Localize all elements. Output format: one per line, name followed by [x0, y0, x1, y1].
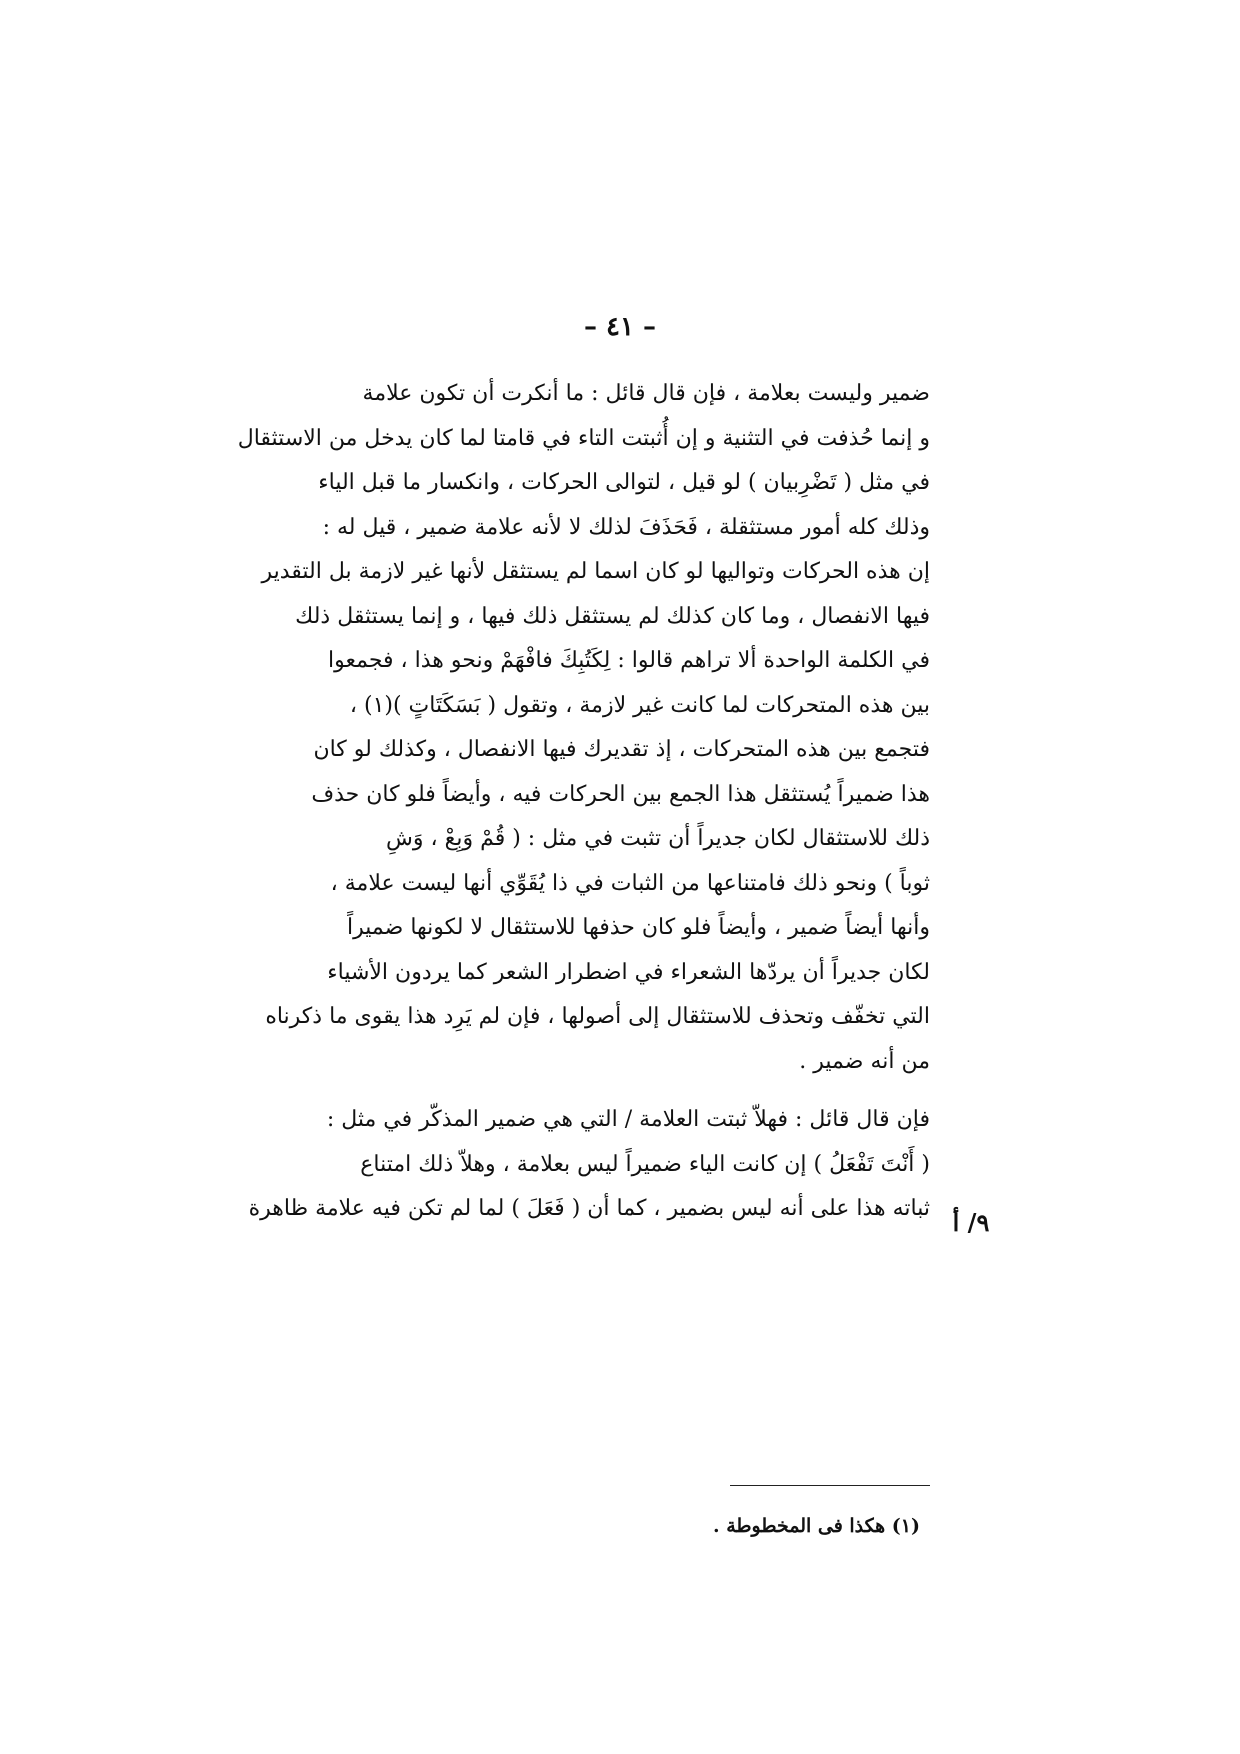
- footnote: (١) هكذا فى المخطوطة .: [713, 1515, 920, 1537]
- text-line: ضمير وليست بعلامة ، فإن قال قائل : ما أنكرت أن تكون علامة: [362, 381, 930, 406]
- text-line: فإن قال قائل : فهلاّ ثبتت العلامة / التي هي ضمير المذكّر في مثل :: [326, 1107, 930, 1132]
- text-line: وأنها أيضاً ضمير ، وأيضاً فلو كان حذفها للاستثقال لا لكونها ضميراً: [347, 915, 930, 940]
- text-line: هذا ضميراً يُستثقل هذا الجمع بين الحركات فيه ، وأيضاً فلو كان حذف: [311, 781, 930, 807]
- text-line: ثوباً ) ونحو ذلك فامتناعها من الثبات في ذا يُقَوِّي أنها ليست علامة ،: [330, 870, 930, 896]
- text-line: فتجمع بين هذه المتحركات ، إذ تقديرك فيها الانفصال ، وكذلك لو كان: [313, 737, 930, 762]
- text-line: من أنه ضمير .: [799, 1048, 930, 1074]
- paragraph-gap: [330, 1084, 930, 1098]
- text-line: فيها الانفصال ، وما كان كذلك لم يستثقل ذلك فيها ، و إنما يستثقل ذلك: [295, 603, 930, 629]
- main-text: [237, 372, 930, 1232]
- text-line: في الكلمة الواحدة ألا تراهم قالوا : لِكَتُبِكَ فافْهَمْ ونحو هذا ، فجمعوا: [328, 648, 930, 673]
- footnote-divider: [730, 1485, 930, 1486]
- margin-folio-note: ٩/ أ: [952, 1208, 990, 1237]
- text-line: ثباته هذا على أنه ليس بضمير ، كما أن ( فَعَلَ ) لما لم تكن فيه علامة ظاهرة: [248, 1196, 930, 1221]
- text-line: لكان جديراً أن يردّها الشعراء في اضطرار الشعر كما يردون الأشياء: [327, 959, 930, 985]
- text-line: التي تخفّف وتحذف للاستثقال إلى أصولها ، فإن لم يَرِد هذا يقوى ما ذكرناه: [265, 1004, 930, 1029]
- text-line: إن هذه الحركات وتواليها لو كان اسما لم يستثقل لأنها غير لازمة بل التقدير: [261, 559, 930, 584]
- text-line: ( أَنْتَ تَفْعَلُ ) إن كانت الياء ضميراً ليس بعلامة ، وهلاّ ذلك امتناع: [360, 1151, 930, 1177]
- text-line: وذلك كله أمور مستثقلة ، فَحَذَفَ لذلك لا لأنه علامة ضمير ، قيل له :: [322, 514, 930, 540]
- text-line: ذلك للاستثقال لكان جديراً أن تثبت في مثل : ( قُمْ وَبِعْ ، وَشِ: [386, 826, 930, 851]
- text-line: و إنما حُذفت في التثنية و إن أُثبتت التاء في قامتا لما كان يدخل من الاستثقال: [237, 425, 930, 451]
- text-line: بين هذه المتحركات لما كانت غير لازمة ، وتقول ( بَسَكَتَاتٍ )(١) ،: [349, 692, 930, 718]
- text-line: في مثل ( تَضْرِبيان ) لو قيل ، لتوالى الحركات ، وانكسار ما قبل الياء: [318, 470, 930, 495]
- page-number: – ٤١ –: [583, 312, 657, 342]
